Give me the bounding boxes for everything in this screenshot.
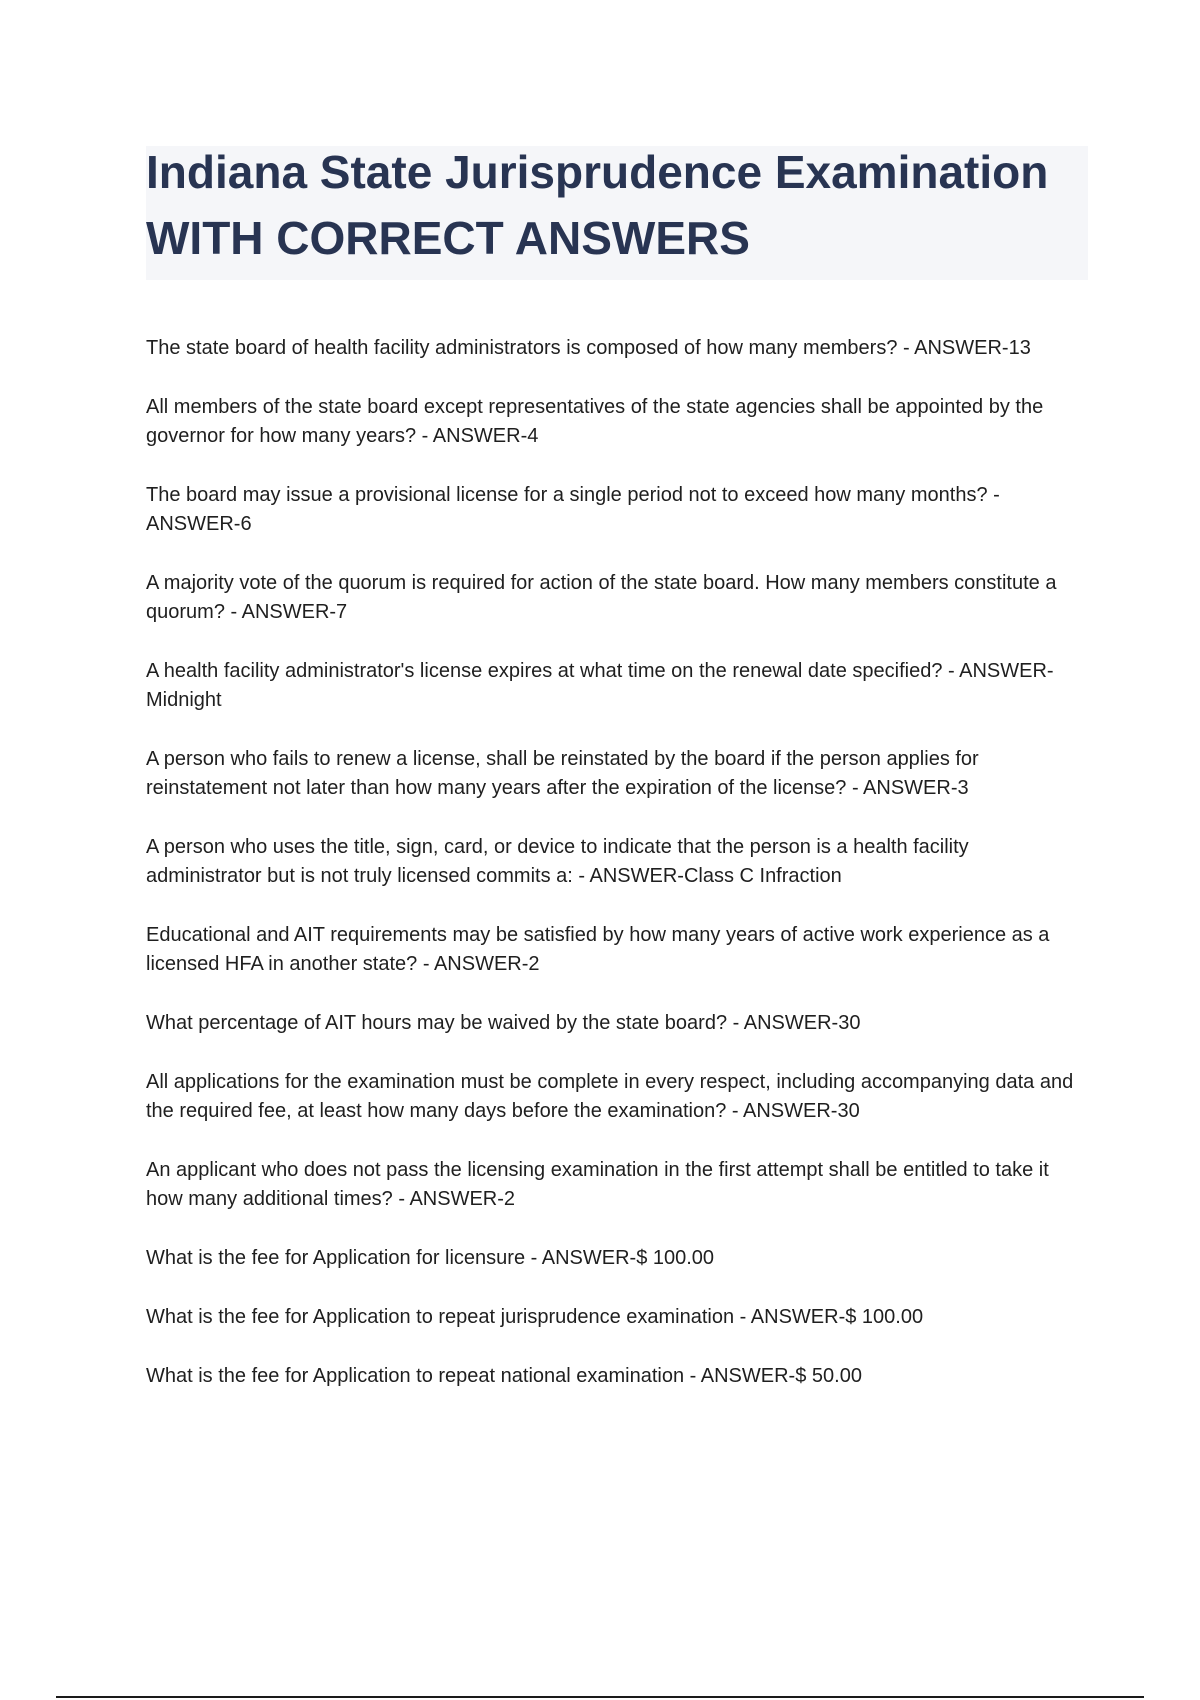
qa-item: What is the fee for Application to repeat national examination - ANSWER-$ 50.00 [146,1365,862,1387]
page-bottom-rule [56,1696,1144,1698]
qa-item: A majority vote of the quorum is required for action of the state board. How many members constitute a quorum? - ANSWER-7 [146,572,1057,623]
qa-item: All members of the state board except representatives of the state agencies shall be appointed by the governor for how many years? - ANSWER-4 [146,396,1044,447]
qa-item: What is the fee for Application to repeat jurisprudence examination - ANSWER-$ 100.00 [146,1306,924,1328]
qa-item: A person who uses the title, sign, card, or device to indicate that the person is a health facility administrator but is not truly licensed commits a: - ANSWER-Class C Infraction [146,836,969,887]
qa-item: Educational and AIT requirements may be satisfied by how many years of active work experience as a licensed HFA in another state? - ANSWER-2 [146,924,1050,975]
qa-item: An applicant who does not pass the licensing examination in the first attempt shall be entitled to take it how many additional times? - ANSWER-2 [146,1159,1049,1210]
qa-list [146,334,1088,1391]
qa-item: All applications for the examination must be complete in every respect, including accompanying data and the required fee, at least how many days before the examination? - ANSWER-30 [146,1071,1074,1122]
qa-item: The state board of health facility administrators is composed of how many members? - ANSWER-13 [146,337,1031,359]
qa-item: A person who fails to renew a license, shall be reinstated by the board if the person applies for reinstatement not later than how many years after the expiration of the license? - ANSWER-3 [146,748,979,799]
qa-item: What percentage of AIT hours may be waived by the state board? - ANSWER-30 [146,1012,861,1034]
qa-item: A health facility administrator's license expires at what time on the renewal date specified? - ANSWER-Midnight [146,660,1054,711]
document-title-line-1: Indiana State Jurisprudence Examination [146,146,1049,198]
qa-item: The board may issue a provisional license for a single period not to exceed how many months? - ANSWER-6 [146,484,1000,535]
qa-item: What is the fee for Application for licensure - ANSWER-$ 100.00 [146,1247,715,1269]
document-title-line-2: WITH CORRECT ANSWERS [146,212,750,264]
